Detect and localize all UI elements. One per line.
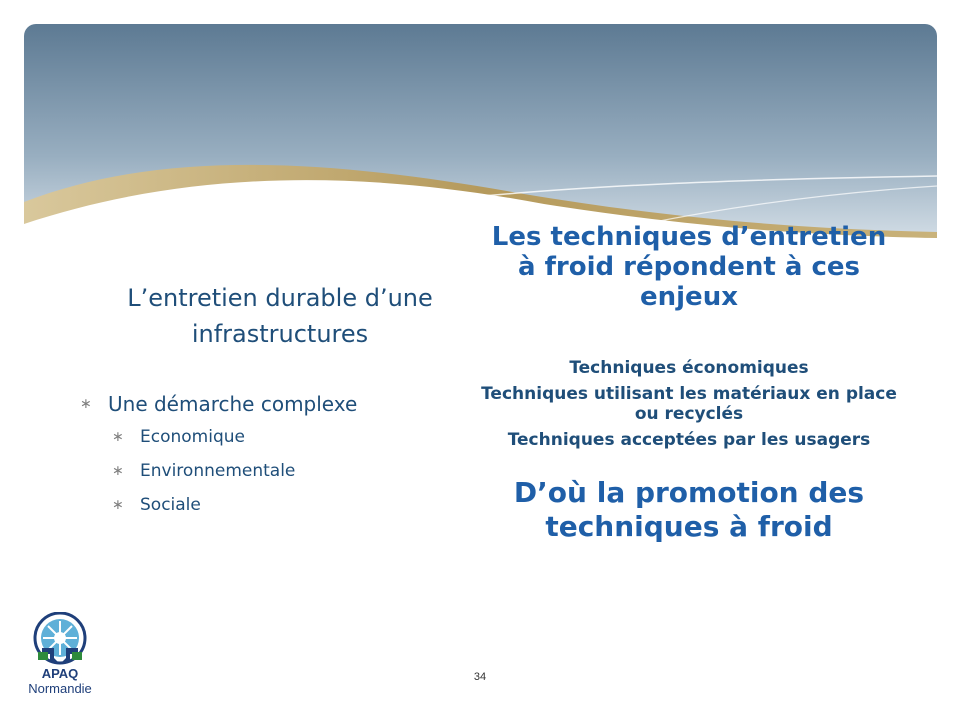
technique-item: Techniques utilisant les matériaux en place ou recyclés: [481, 384, 897, 424]
logo-name: APAQ: [41, 666, 79, 681]
left-column: [60, 280, 480, 522]
bullet-asterisk-icon: ∗: [80, 396, 92, 412]
bullet-asterisk-icon: ∗: [112, 497, 124, 513]
left-bullet-list: [60, 388, 480, 522]
page-number: 34: [473, 671, 487, 683]
sub-bullet-text: Environnementale: [140, 461, 296, 481]
sub-bullet-text: Sociale: [140, 495, 201, 515]
conclusion-text: D’où la promotion des techniques à froid: [513, 476, 865, 543]
bullet-asterisk-icon: ∗: [112, 429, 124, 445]
sub-bullet-item: [60, 420, 480, 454]
technique-item: Techniques économiques: [569, 358, 809, 378]
header-wave-graphic: [24, 24, 937, 244]
bullet-asterisk-icon: ∗: [112, 463, 124, 479]
left-title: L’entretien durable d’une infrastructures: [127, 284, 433, 348]
logo-subtitle: Normandie: [28, 681, 92, 696]
right-title: Les techniques d’entretien à froid répondent à ces enjeux: [491, 222, 887, 312]
sub-bullet-item: [60, 454, 480, 488]
header-band: [24, 24, 937, 244]
technique-list: [480, 356, 898, 452]
right-column: [480, 222, 898, 544]
technique-item: Techniques acceptées par les usagers: [507, 430, 871, 450]
bullet-text: Une démarche complexe: [108, 392, 358, 416]
sub-bullet-text: Economique: [140, 427, 245, 447]
sub-bullet-item: [60, 488, 480, 522]
bullet-item: [60, 388, 480, 420]
